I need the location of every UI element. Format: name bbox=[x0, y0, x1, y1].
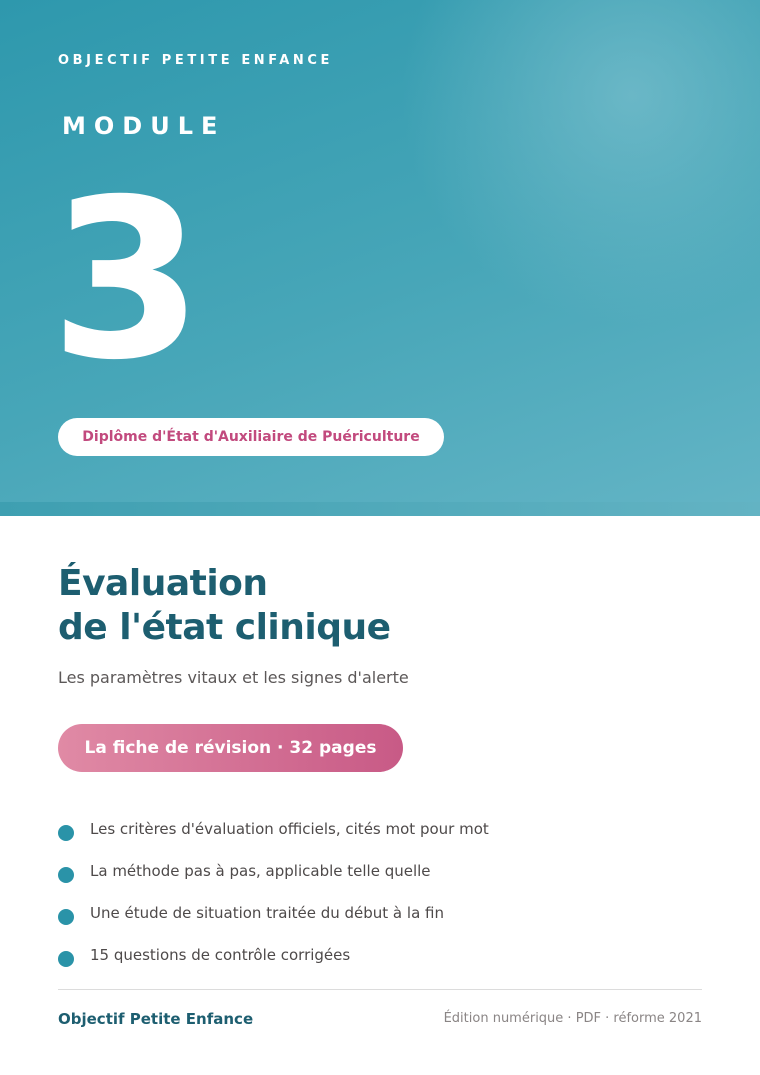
revision-sheet-badge-text: La fiche de révision · 32 pages bbox=[84, 738, 377, 758]
module-label: MODULE bbox=[62, 112, 226, 140]
diploma-badge-text: Diplôme d'État d'Auxiliaire de Puériculture bbox=[82, 429, 420, 445]
footer-edition-info: Édition numérique · PDF · réforme 2021 bbox=[443, 1011, 702, 1026]
bullet-dot-icon bbox=[58, 909, 74, 925]
feature-list bbox=[58, 808, 489, 976]
title-line-2: de l'état clinique bbox=[58, 607, 391, 648]
hero-bottom-band bbox=[0, 502, 760, 516]
feature-text: Une étude de situation traitée du début à la fin bbox=[90, 904, 444, 922]
feature-text: Les critères d'évaluation officiels, cités mot pour mot bbox=[90, 820, 489, 838]
bullet-dot-icon bbox=[58, 867, 74, 883]
feature-text: 15 questions de contrôle corrigées bbox=[90, 946, 351, 964]
bullet-dot-icon bbox=[58, 825, 74, 841]
diploma-badge bbox=[58, 418, 444, 456]
module-number: 3 bbox=[50, 152, 200, 408]
feature-item bbox=[58, 850, 489, 892]
footer-divider bbox=[58, 989, 702, 990]
feature-item bbox=[58, 808, 489, 850]
feature-item bbox=[58, 934, 489, 976]
page-subtitle: Les paramètres vitaux et les signes d'alerte bbox=[58, 668, 409, 687]
footer-brand: Objectif Petite Enfance bbox=[58, 1010, 254, 1028]
brand-header: OBJECTIF PETITE ENFANCE bbox=[58, 53, 334, 68]
feature-text: La méthode pas à pas, applicable telle quelle bbox=[90, 862, 431, 880]
title-line-1: Évaluation bbox=[58, 563, 268, 604]
feature-item bbox=[58, 892, 489, 934]
bullet-dot-icon bbox=[58, 951, 74, 967]
hero-banner bbox=[0, 0, 760, 502]
page-title bbox=[58, 562, 391, 650]
revision-sheet-badge bbox=[58, 724, 403, 772]
